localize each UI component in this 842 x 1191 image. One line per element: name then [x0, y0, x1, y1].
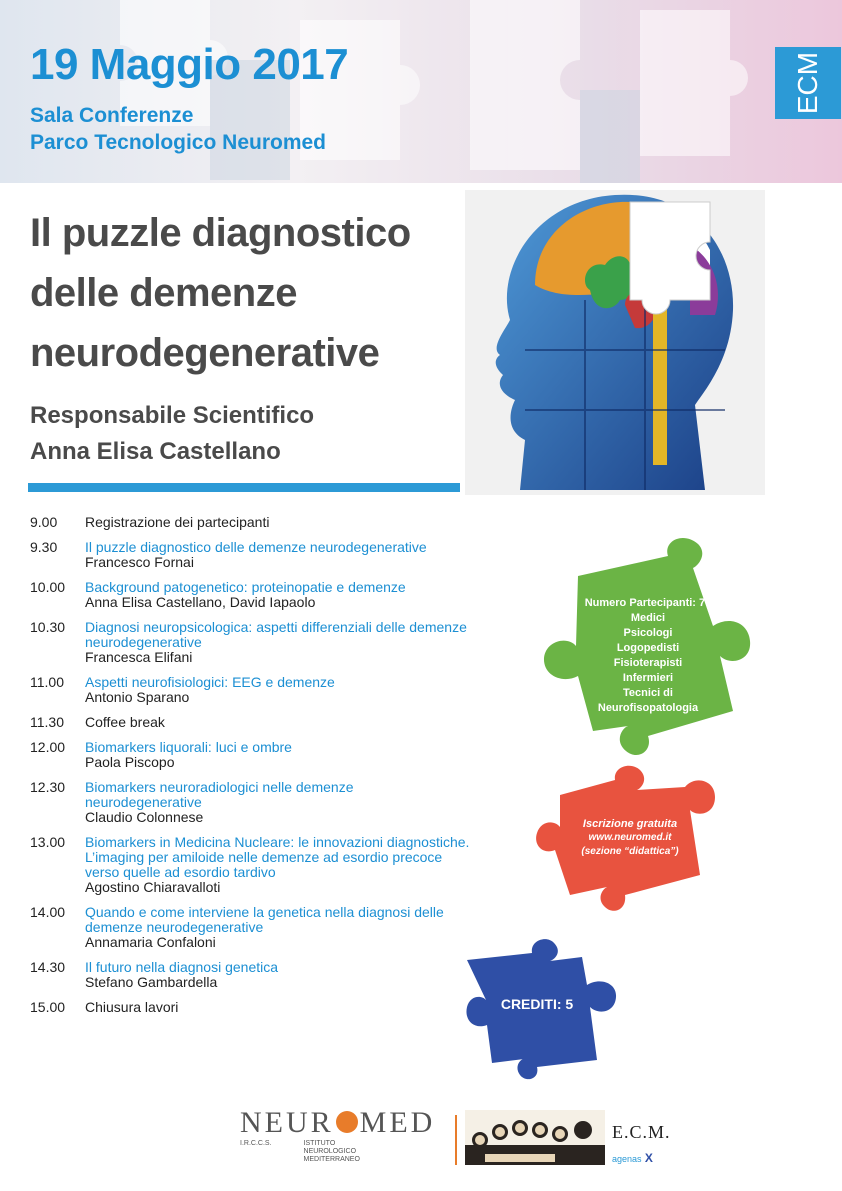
program-topic: Chiusura lavori — [85, 999, 179, 1015]
participant-category: Medici — [630, 612, 666, 624]
logo-irccs: I.R.C.C.S. — [240, 1140, 272, 1147]
program-time: 9.30 — [30, 539, 58, 555]
program-item — [30, 620, 470, 665]
program-topic: Background patogenetico: proteinopatie e demenze — [85, 579, 406, 595]
participants-list — [568, 611, 728, 716]
program-body — [85, 905, 470, 950]
program-body — [85, 515, 470, 530]
program-time: 10.00 — [30, 579, 66, 595]
program-time: 13.00 — [30, 834, 66, 850]
scientific-lead — [30, 398, 314, 470]
participant-category: Logopedisti — [616, 642, 680, 654]
program-item — [30, 675, 470, 705]
program-item — [30, 1000, 470, 1015]
scientific-lead-name: Anna Elisa Castellano — [30, 438, 281, 465]
program-list — [30, 515, 470, 1025]
title-line-2: delle demenze — [30, 271, 297, 315]
program-item — [30, 515, 470, 530]
program-item — [30, 780, 470, 825]
program-speaker: Francesco Fornai — [85, 554, 194, 570]
participants-text — [568, 596, 728, 716]
program-item — [30, 580, 470, 610]
participant-category: Infermieri — [622, 672, 674, 684]
program-topic: Biomarkers in Medicina Nucleare: le innovazioni diagnostiche. L’imaging per amiloide nelle demenze ad esordio precoce verso quelle ad esordio tardivo — [85, 834, 470, 880]
program-time: 14.00 — [30, 904, 66, 920]
ecm-logo — [612, 1122, 671, 1165]
program-time: 15.00 — [30, 999, 66, 1015]
program-topic: Diagnosi neuropsicologica: aspetti differenziali delle demenze neurodegenerative — [85, 619, 467, 650]
registration-line-1: Iscrizione gratuita — [582, 818, 678, 830]
logo-text-right: MED — [359, 1106, 436, 1139]
program-body — [85, 540, 470, 570]
program-speaker: Francesca Elifani — [85, 649, 193, 665]
participant-category: Psicologi — [623, 627, 673, 639]
program-time: 10.30 — [30, 619, 66, 635]
credits-piece — [462, 935, 622, 1080]
logo-cross-icon — [336, 1111, 358, 1133]
program-time: 9.00 — [30, 514, 58, 530]
program-item — [30, 715, 470, 730]
program-time: 12.00 — [30, 739, 66, 755]
program-body — [85, 715, 470, 730]
program-topic: Il puzzle diagnostico delle demenze neurodegenerative — [85, 539, 427, 555]
program-topic: Registrazione dei partecipanti — [85, 514, 270, 530]
participants-heading: Numero Partecipanti: 70 — [584, 597, 712, 609]
program-item — [30, 960, 470, 990]
program-body — [85, 1000, 470, 1015]
program-speaker: Claudio Colonnese — [85, 809, 204, 825]
ecm-tag-label: ECM — [792, 51, 823, 115]
venue-line-1: Sala Conferenze — [30, 104, 194, 127]
program-body — [85, 960, 470, 990]
anatomy-lesson-icon — [465, 1110, 605, 1165]
agenas-logo — [612, 1151, 671, 1165]
title-line-3: neurodegenerative — [30, 331, 380, 375]
title-line-1: Il puzzle diagnostico — [30, 211, 411, 255]
participants-piece — [538, 536, 760, 756]
logo-text-left: NEUR — [240, 1106, 334, 1139]
program-speaker: Paola Piscopo — [85, 754, 175, 770]
program-item — [30, 540, 470, 570]
logo-istituto — [304, 1140, 360, 1164]
registration-line-3: (sezione “didattica”) — [581, 846, 679, 857]
neuromed-logo — [240, 1108, 435, 1164]
credits-text: CREDITI: 5 — [500, 996, 574, 1012]
participant-category: Tecnici di — [623, 687, 673, 699]
program-time: 11.00 — [30, 674, 64, 690]
divider — [28, 483, 460, 492]
program-body — [85, 580, 470, 610]
header-banner — [0, 0, 842, 183]
event-date: 19 Maggio 2017 — [30, 40, 349, 89]
page-title — [30, 203, 411, 383]
program-body — [85, 835, 470, 895]
program-item — [30, 740, 470, 770]
program-item — [30, 835, 470, 895]
agenas-x-icon: X — [641, 1151, 653, 1165]
program-topic: Biomarkers liquorali: luci e ombre — [85, 739, 292, 755]
venue-line-2: Parco Tecnologico Neuromed — [30, 131, 326, 154]
program-topic: Aspetti neurofisiologici: EEG e demenze — [85, 674, 335, 690]
agenas-text: agenas — [612, 1154, 642, 1164]
program-speaker: Stefano Gambardella — [85, 974, 218, 990]
program-time: 14.30 — [30, 959, 66, 975]
event-venue — [30, 102, 326, 156]
program-body — [85, 780, 470, 825]
program-topic: Quando e come interviene la genetica nella diagnosi delle demenze neurodegenerative — [85, 904, 444, 935]
program-time: 11.30 — [30, 714, 64, 730]
puzzle-head-icon — [465, 190, 765, 495]
registration-piece — [535, 765, 720, 915]
logo-istituto-line-1: ISTITUTO — [303, 1140, 336, 1147]
program-body — [85, 675, 470, 705]
program-topic: Il futuro nella diagnosi genetica — [85, 959, 279, 975]
logo-istituto-line-2: NEUROLOGICO — [303, 1148, 357, 1155]
footer-divider — [455, 1115, 457, 1165]
logo-istituto-line-3: MEDITERRANEO — [303, 1156, 360, 1163]
participant-category: Fisioterapisti — [613, 657, 683, 669]
ecm-logo-text: E.C.M. — [612, 1122, 671, 1142]
program-body — [85, 740, 470, 770]
program-body — [85, 620, 470, 665]
program-speaker: Antonio Sparano — [85, 689, 190, 705]
participant-category: Neurofisopatologia — [597, 702, 699, 714]
program-speaker: Annamaria Confaloni — [85, 934, 216, 950]
program-item — [30, 905, 470, 950]
registration-link[interactable]: www.neuromed.it — [588, 832, 672, 843]
program-topic: Biomarkers neuroradiologici nelle demenze neurodegenerative — [85, 779, 354, 810]
program-speaker: Agostino Chiaravalloti — [85, 879, 221, 895]
program-topic: Coffee break — [85, 714, 165, 730]
ecm-tag — [775, 47, 841, 119]
scientific-lead-label: Responsabile Scientifico — [30, 402, 315, 429]
program-time: 12.30 — [30, 779, 66, 795]
registration-text — [560, 817, 700, 859]
program-speaker: Anna Elisa Castellano, David Iapaolo — [85, 594, 316, 610]
